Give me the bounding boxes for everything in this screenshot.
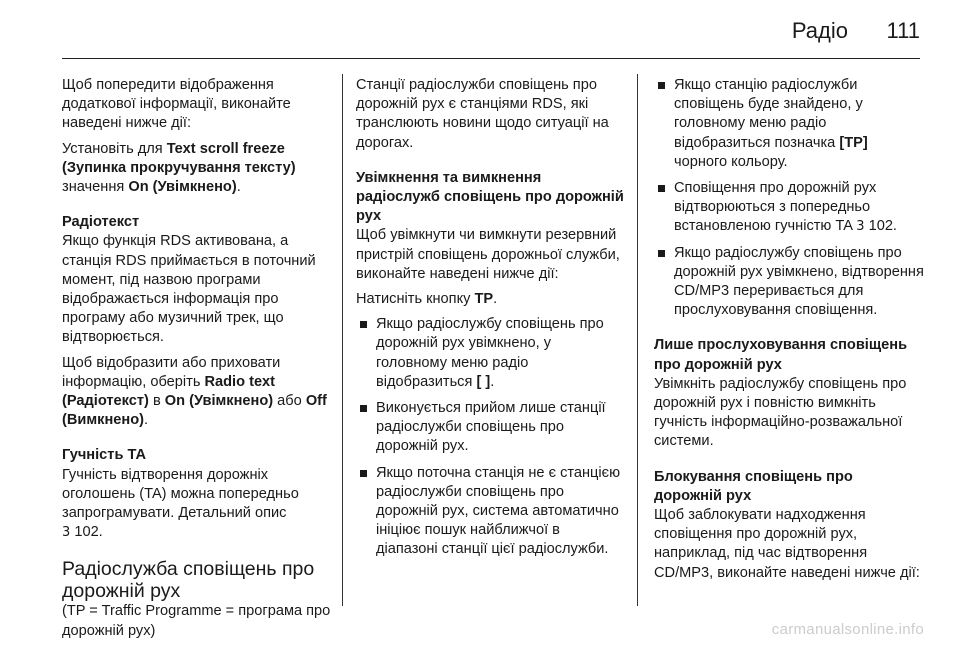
column-3 [654, 76, 924, 589]
watermark: carmanualsonline.info [771, 621, 924, 638]
text: в [148, 393, 165, 410]
heading-tp-on-off: Увімкнення та вимкнення радіослужб сповіщень про дорожній рух [356, 169, 624, 225]
paragraph: Щоб увімкнути чи вимкнути резервний пристрій сповіщень дорожньої служби, виконайте наведені нижче дії: [356, 227, 620, 282]
text: чорного кольору. [674, 153, 788, 170]
heading-block-announcements: Блокування сповіщень про дорожній рух [654, 468, 853, 504]
paragraph: Щоб заблокувати надходження сповіщення про дорожній рух, наприклад, під час відтворення CD/MP3, виконайте наведені нижче дії: [654, 507, 920, 581]
list-item [654, 244, 924, 321]
heading-ta-volume: Гучність ТА [62, 447, 146, 464]
text: . [144, 412, 149, 429]
setting-value: On (Увімкнено) [164, 393, 274, 410]
indicator: [ ] [476, 373, 491, 390]
text: Якщо радіослужбу сповіщень про дорожній рух увімкнено, відтворення CD/MP3 переривається для прослуховування сповіщення. [674, 244, 924, 319]
text: . [236, 179, 241, 196]
text: . [493, 291, 498, 308]
list-item [654, 179, 924, 237]
column-1 [62, 76, 334, 647]
bullet-square-icon [658, 250, 665, 257]
paragraph: Щоб попередити відображення додаткової інформації, виконайте наведені нижче дії: [62, 77, 291, 132]
paragraph: Увімкніть радіослужбу сповіщень про дорожній рух і повністю вимкніть гучність інформаційно-розважальної системи. [654, 375, 907, 450]
page-header [0, 0, 960, 58]
text: Сповіщення про дорожній рух відтворюються з попередньо встановленою гучністю TA [674, 180, 877, 235]
heading-listen-only: Лише прослуховування сповіщень про дорожній рух [654, 337, 908, 373]
list-item [654, 76, 924, 172]
page-ref: 102. [70, 524, 103, 541]
paragraph: Станції радіослужби сповіщень про дорожній рух є станціями RDS, які транслюють новини щодо ситуації на дорогах. [356, 77, 609, 151]
setting-value: On (Увімкнено) [128, 179, 237, 196]
heading-traffic-programme: Радіослужба сповіщень про дорожній рух [62, 558, 315, 603]
paragraph-radio-text [62, 354, 334, 431]
column-2 [356, 76, 624, 567]
paragraph-text-scroll [62, 140, 334, 198]
page-number: 111 [886, 18, 920, 43]
header-rule [62, 58, 920, 59]
paragraph: Якщо функція RDS активована, а станція RDS приймається в поточний момент, під назвою програми відображається інформація про програму або музичний трек, що відтворюється. [62, 233, 316, 346]
bullet-square-icon [658, 82, 665, 89]
setting-name: Radio text (Радіотекст) [62, 373, 276, 410]
page-ref-icon: 3 [62, 525, 71, 541]
setting-value: Off (Вимкнено) [62, 393, 327, 429]
bullet-square-icon [360, 321, 367, 328]
text: Натисніть кнопку [356, 291, 475, 308]
heading-radiotext: Радіотекст [62, 214, 140, 231]
paragraph: (TP = Traffic Programme = програма про дорожній рух) [62, 603, 331, 639]
text: Якщо станцію радіослужби сповіщень буде знайдено, у головному меню радіо відобразиться позначка [674, 77, 863, 151]
text: . [490, 373, 495, 390]
column-divider-2 [637, 74, 638, 606]
text: значення [62, 179, 129, 196]
bullet-list [654, 76, 924, 320]
bullet-list [356, 315, 624, 559]
paragraph [62, 466, 334, 543]
text: Якщо радіослужбу сповіщень про дорожній рух увімкнено, у головному меню радіо відобразиться [376, 316, 604, 390]
bullet-square-icon [360, 405, 367, 412]
text: Гучність відтворення дорожніх оголошень (TA) можна попередньо запрограмувати. Детальний опис [62, 466, 299, 522]
list-item [356, 399, 624, 457]
paragraph-press-tp [356, 290, 624, 309]
button-name: TP [474, 291, 494, 308]
text: або [273, 393, 306, 410]
page-ref-icon: 3 [856, 219, 865, 235]
setting-name: Text scroll freeze (Зупинка прокручування тексту) [62, 140, 296, 176]
list-item [356, 315, 624, 392]
text: Установіть для [62, 140, 167, 157]
text: Щоб відобразити або приховати інформацію, оберіть [62, 354, 281, 390]
page-ref: 102. [864, 218, 897, 235]
column-divider-1 [342, 74, 343, 606]
text: Якщо поточна станція не є станцією радіослужби сповіщень про дорожній рух, система автоматично ініціює пошук найближчої в діапазоні станції цієї радіослужби. [376, 464, 621, 558]
indicator: [TP] [839, 134, 868, 151]
text: Виконується прийом лише станції радіослужби сповіщень про дорожній рух. [376, 400, 606, 455]
bullet-square-icon [360, 470, 367, 477]
bullet-square-icon [658, 185, 665, 192]
section-title: Радіо [791, 18, 848, 43]
list-item [356, 464, 624, 560]
